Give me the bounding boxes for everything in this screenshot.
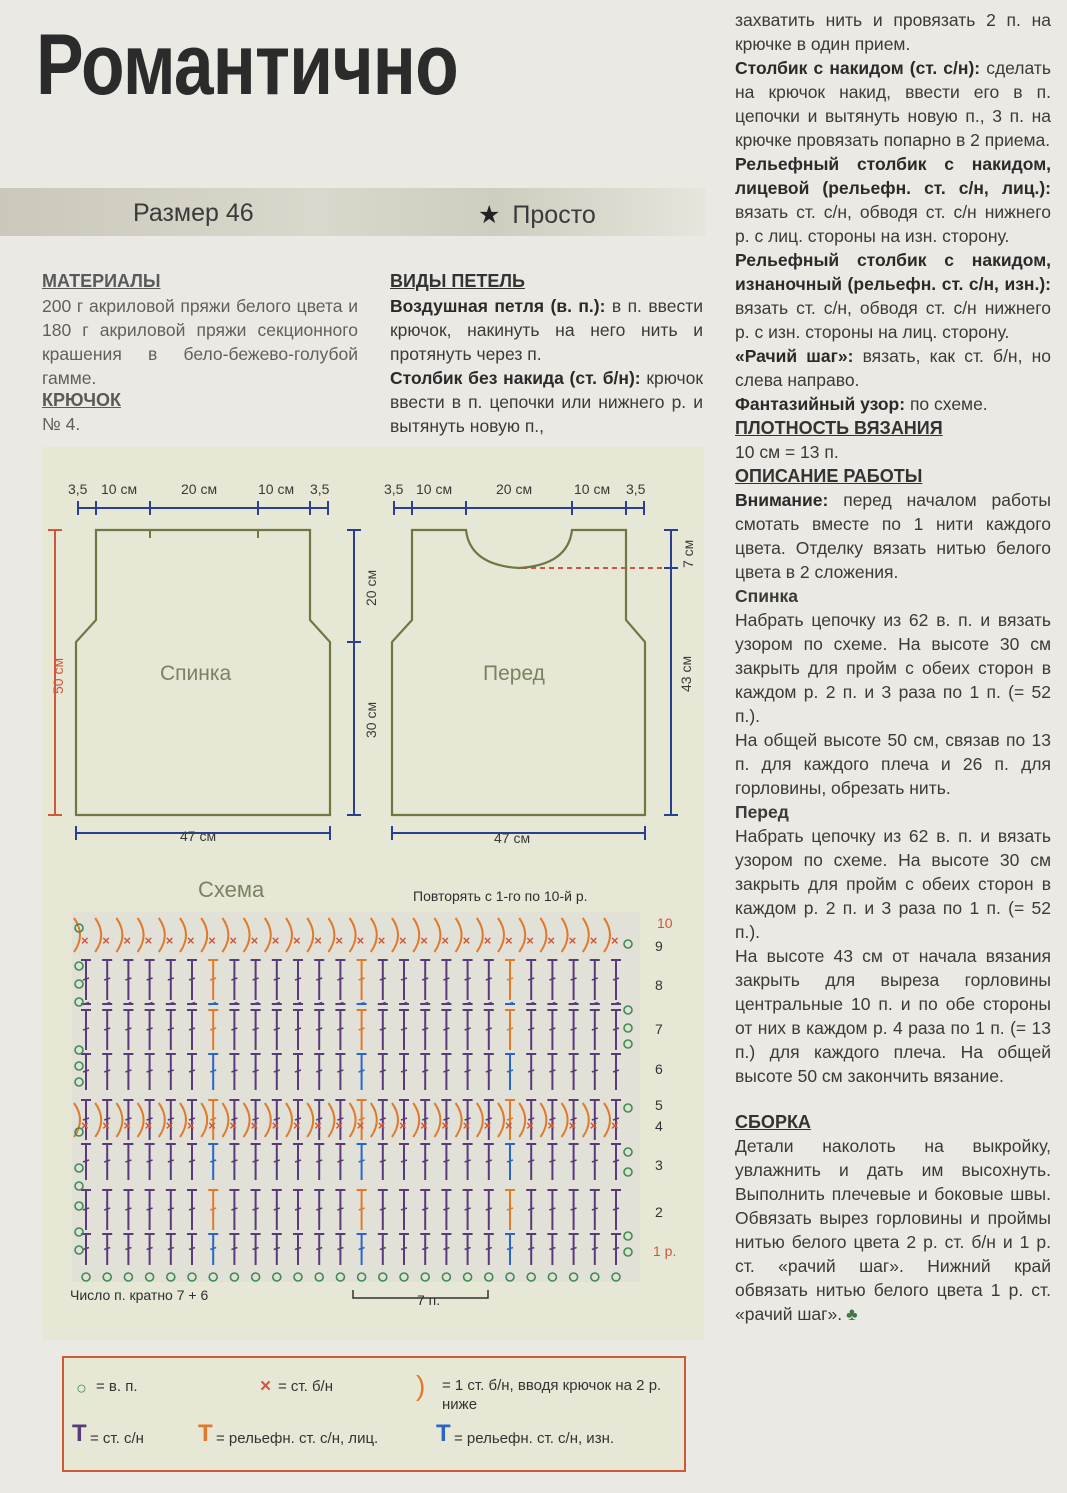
row-label: 4 xyxy=(655,1118,663,1134)
sc-mark: × xyxy=(441,1118,449,1133)
difficulty-text: Просто xyxy=(512,201,596,229)
legend-text: = 1 ст. б/н, вводя крючок на 2 р. ниже xyxy=(442,1377,662,1413)
front-dim: 3,5 xyxy=(626,481,646,497)
legend-text: = в. п. xyxy=(96,1378,138,1395)
front-dim: 10 см xyxy=(574,481,611,497)
chain-icon: ○ xyxy=(76,1378,87,1398)
materials-text: 200 г акриловой пряжи белого цвета и 180 г акриловой пряжи секционного крашения в бело-бежево-голубой гамме. xyxy=(42,296,358,388)
size-label: Размер 46 xyxy=(133,199,254,227)
row-label: 10 xyxy=(657,915,673,931)
sc-mark: × xyxy=(462,1118,471,1133)
back-width: 47 см xyxy=(180,828,217,844)
row-label: 1 р. xyxy=(653,1243,677,1259)
sc-mark: × xyxy=(144,1118,153,1133)
attention-note: Внимание: перед началом работы смотать вместе по 1 нити каждого цвета. Отделку вязать нитью белого цвета в 2 сложения. xyxy=(735,490,1051,582)
sc-mark: × xyxy=(483,933,492,948)
sc-mark: × xyxy=(589,933,598,948)
sc-mark: × xyxy=(356,933,365,948)
front-dim: 20 см xyxy=(496,481,533,497)
front-post-icon: T xyxy=(198,1420,213,1447)
sc-mark: × xyxy=(81,933,89,948)
sc-mark: × xyxy=(547,1118,555,1133)
sc-mark: × xyxy=(123,1118,131,1133)
sc-mark: × xyxy=(377,1118,386,1133)
sc-mark: × xyxy=(250,1118,259,1133)
sc-mark: × xyxy=(165,933,174,948)
sc-mark: × xyxy=(165,1118,174,1133)
back-dim: 20 см xyxy=(181,481,218,497)
back-height: 50 см xyxy=(50,657,66,694)
row-label: 3 xyxy=(655,1157,663,1173)
front-dim: 3,5 xyxy=(384,481,404,497)
sc-mark: × xyxy=(187,1118,195,1133)
back-heading: Спинка xyxy=(735,586,799,606)
back-dim: 3,5 xyxy=(68,481,88,497)
back-dim: 10 см xyxy=(258,481,295,497)
sc-mark: × xyxy=(208,933,216,948)
sc-mark: × xyxy=(229,1118,237,1133)
row-label: 8 xyxy=(655,977,663,993)
row-label: 2 xyxy=(655,1204,663,1220)
sc-mark: × xyxy=(377,933,386,948)
sc-mark: × xyxy=(293,933,301,948)
sc-mark: × xyxy=(399,1118,407,1133)
stitch-desc: крючок ввести в п. цепочки или нижнего р. и вытянуть новую п., xyxy=(390,368,703,436)
row-label: 5 xyxy=(655,1097,663,1113)
back-lower: 30 см xyxy=(363,701,379,738)
sc-mark: × xyxy=(293,1118,301,1133)
stitch-desc: в п. ввести крючок, накинуть на него нить и протянуть через п. xyxy=(390,296,703,364)
back-post-icon: T xyxy=(436,1420,451,1447)
club-icon: ♣ xyxy=(846,1304,858,1324)
front-text-2: На высоте 43 см от начала вязания закрыть для выреза горловины центральные 10 п. и по обе стороны от них в каждом р. 4 раза по 1 п. (= 13 п.) для каждого плеча. На общей высоте 50 см закончить вязание. xyxy=(735,946,1051,1086)
hook-heading: КРЮЧОК xyxy=(42,390,121,410)
stitch-item: Рельефный столбик с накидом, изнаночный (рельефн. ст. с/н, изн.): вязать ст. с/н, обводя ст. с/н нижнего р. с изн. стороны на лиц. сторону. xyxy=(735,250,1051,342)
sc-mark: × xyxy=(314,933,322,948)
row-label: 9 xyxy=(655,938,663,954)
sc-mark: × xyxy=(568,1118,577,1133)
scheme-title: Схема xyxy=(198,877,265,902)
sc-mark: × xyxy=(208,1118,216,1133)
legend-box xyxy=(62,1356,686,1472)
sc-mark: × xyxy=(505,1118,513,1133)
front-text: Набрать цепочку из 62 в. п. и вязать узором по схеме. На высоте 30 см закрыть для пройм с обеих сторон в каждом р. 2 п. и 3 раза по 1 п. (= 52 п.). xyxy=(735,826,1051,942)
front-neck: 7 см xyxy=(680,539,696,568)
arc-icon: ) xyxy=(416,1370,426,1401)
back-label: Спинка xyxy=(160,662,232,685)
sc-mark: × xyxy=(356,1118,365,1133)
cross-icon: × xyxy=(260,1376,272,1397)
multiple-note: Число п. кратно 7 + 6 xyxy=(70,1287,209,1303)
row-label: 7 xyxy=(655,1021,663,1037)
sc-mark: × xyxy=(144,933,153,948)
sc-mark: × xyxy=(335,933,343,948)
stitch-item: «Рачий шаг»: вязать, как ст. б/н, но слева направо. xyxy=(735,346,1051,390)
sc-mark: × xyxy=(462,933,471,948)
materials-heading: МАТЕРИАЛЫ xyxy=(42,271,161,291)
sc-mark: × xyxy=(187,933,195,948)
sc-mark: × xyxy=(250,933,259,948)
sc-mark: × xyxy=(229,933,237,948)
legend-text: = рельефн. ст. с/н, лиц. xyxy=(216,1430,379,1447)
legend-text: = рельефн. ст. с/н, изн. xyxy=(454,1430,615,1447)
back-dim: 10 см xyxy=(101,481,138,497)
front-height: 43 см xyxy=(678,655,694,692)
sc-mark: × xyxy=(483,1118,492,1133)
back-text: Набрать цепочку из 62 в. п. и вязать узором по схеме. На высоте 30 см закрыть для пройм с обеих сторон в каждом р. 2 п. и 3 раза по 1 п. (= 52 п.). xyxy=(735,610,1051,726)
star-icon: ★ xyxy=(478,201,501,229)
sc-mark: × xyxy=(526,1118,534,1133)
sc-mark: × xyxy=(271,933,280,948)
stitch-item: Фантазийный узор: по схеме. xyxy=(735,394,988,414)
front-dim: 10 см xyxy=(416,481,453,497)
sc-mark: × xyxy=(611,933,619,948)
front-heading: Перед xyxy=(735,802,789,822)
sc-mark: × xyxy=(81,1118,89,1133)
stitch-item: Рельефный столбик с накидом, лицевой (рельефн. ст. с/н, лиц.): вязать ст. с/н, обводя ст. с/н нижнего р. с лиц. стороны на изн. сторону. xyxy=(735,154,1051,246)
page-title: Романтично xyxy=(36,17,458,113)
legend-text: = ст. с/н xyxy=(90,1430,144,1447)
work-heading: ОПИСАНИЕ РАБОТЫ xyxy=(735,466,923,486)
sc-mark: × xyxy=(102,933,110,948)
sc-mark: × xyxy=(568,933,577,948)
sc-mark: × xyxy=(420,1118,428,1133)
back-dim: 3,5 xyxy=(310,481,330,497)
sc-mark: × xyxy=(399,933,407,948)
dc-icon: T xyxy=(72,1420,87,1447)
assembly-text: Детали наколоть на выкройку, увлажнить и дать им высохнуть. Выполнить плечевые и боковые швы. Обвязать вырез горловины и проймы нитью белого цвета 2 р. ст. б/н и 1 р. ст. «рачий шаг». Нижний край обвязать нитью белого цвета 1 р. ст. «рачий шаг». ♣ xyxy=(735,1136,1051,1324)
stitch-types-heading: ВИДЫ ПЕТЕЛЬ xyxy=(390,271,525,291)
sc-mark: × xyxy=(271,1118,280,1133)
sc-mark: × xyxy=(441,933,449,948)
sc-mark: × xyxy=(589,1118,598,1133)
row-label: 6 xyxy=(655,1061,663,1077)
continuation-text: захватить нить и провязать 2 п. на крючке в один прием. xyxy=(735,10,1051,54)
sc-mark: × xyxy=(505,933,513,948)
stitch-term: Столбик без накида (ст. б/н): xyxy=(390,368,641,388)
front-width: 47 см xyxy=(494,830,531,846)
sc-mark: × xyxy=(420,933,428,948)
stitch-term: Воздушная петля (в. п.): xyxy=(390,296,606,316)
repeat-width: 7 п. xyxy=(417,1292,441,1308)
sc-mark: × xyxy=(335,1118,343,1133)
assembly-heading: СБОРКА xyxy=(735,1112,811,1132)
sc-mark: × xyxy=(526,933,534,948)
density-heading: ПЛОТНОСТЬ ВЯЗАНИЯ xyxy=(735,418,943,438)
back-text-2: На общей высоте 50 см, связав по 13 п. для каждого плеча и 26 п. для горловины, обрезать нить. xyxy=(735,730,1051,798)
sc-mark: × xyxy=(611,1118,619,1133)
sc-mark: × xyxy=(547,933,555,948)
sc-mark: × xyxy=(102,1118,110,1133)
density-value: 10 см = 13 п. xyxy=(735,442,839,462)
sc-mark: × xyxy=(314,1118,322,1133)
stitch-item: Столбик с накидом (ст. с/н): сделать на крючок накид, ввести его в п. цепочки и вытянуть новую п., 3 п. на крючке провязать попарно в 2 приема. xyxy=(735,58,1051,150)
scheme-grid xyxy=(72,912,640,1282)
back-upper: 20 см xyxy=(363,569,379,606)
sc-mark: × xyxy=(123,933,131,948)
front-label: Перед xyxy=(483,662,545,685)
repeat-note: Повторять с 1-го по 10-й р. xyxy=(413,888,588,904)
hook-value: № 4. xyxy=(42,414,81,434)
legend-text: = ст. б/н xyxy=(278,1378,334,1395)
